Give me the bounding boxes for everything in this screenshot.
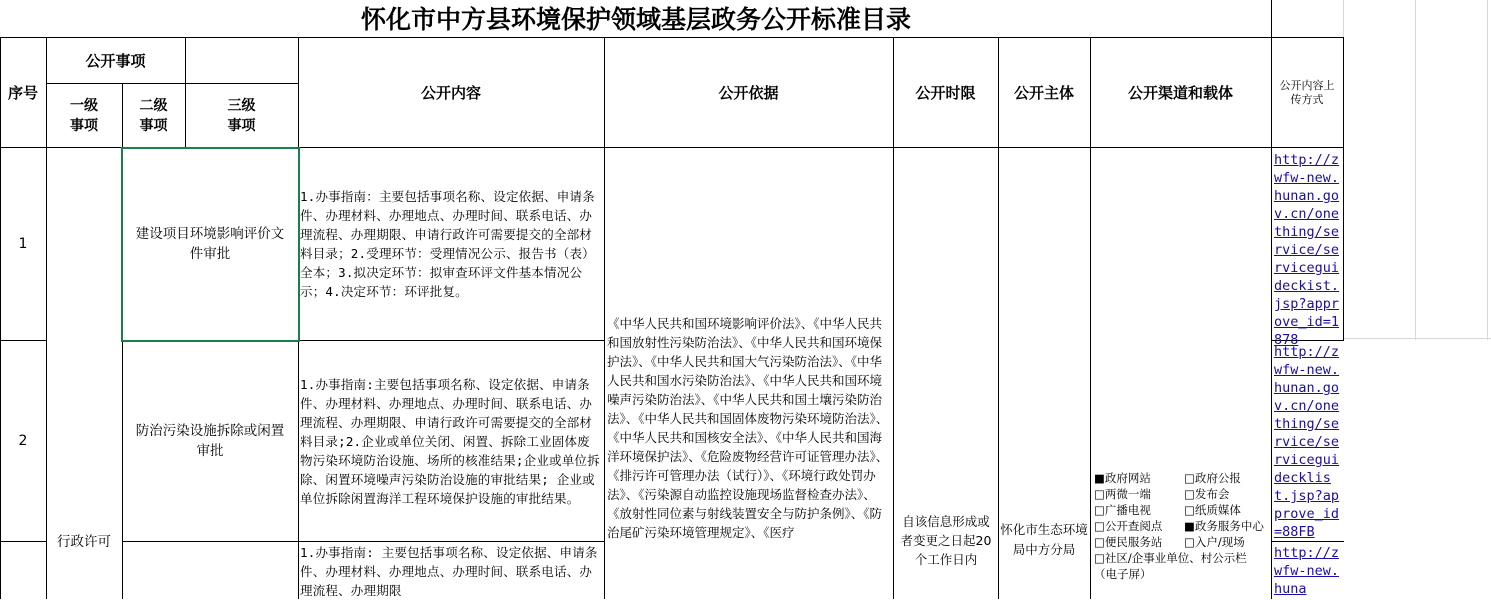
header-level3: 三级 事项 <box>227 97 256 134</box>
channel-row: □两微一端 □发布会 <box>1094 487 1230 501</box>
row-2-item[interactable]: 防治污染设施拆除或闲置审批 <box>135 423 285 459</box>
header-subject: 公开主体 <box>1013 84 1074 102</box>
header-basis: 公开依据 <box>718 84 779 102</box>
header-public-items: 公开事项 <box>85 52 146 70</box>
header-level1: 一级 事项 <box>70 97 98 134</box>
row-3-upload-link[interactable]: http://zwfw-new.huna <box>1274 545 1340 597</box>
header-time-limit: 公开时限 <box>915 84 976 102</box>
row-2-upload-link[interactable]: http://zwfw-new.hunan.gov.cn/onething/service/serviceguidecklist.jsp?approve_id=88FB <box>1274 344 1340 540</box>
time-limit-cell[interactable]: 自该信息形成或者变更之日起20个工作日内 <box>900 513 992 567</box>
row-1-content[interactable]: 1.办事指南：主要包括事项名称、设定依据、申请条件、办理材料、办理地点、办理时间、联系电话、办理流程、办理期限、申请行政许可需要提交的全部材料目录；2.受理环节：受理情况公示、报告书（表）全本；3.拟决定环节：拟审查环评文件基本情况公示；4.决定环节：环评批复。 <box>300 189 595 299</box>
row-2-seq: 2 <box>18 433 28 449</box>
level1-cell[interactable]: 行政许可 <box>57 534 111 550</box>
basis-cell[interactable]: 《中华人民共和国环境影响评价法》、《中华人民共和国放射性污染防治法》、《中华人民共和国环境保护法》、《中华人民共和国大气污染防治法》、《中华人民共和国水污染防治法》、《中华人民共和国环境噪声污染防治法》、《中华人民共和国土壤污染防治法》、《中华人民共和国固体废物污染环境防治法》、《中华人民共和国核安全法》、《中华人民共和国海洋环境保护法》、《危险废物经营许可证管理办法》、《排污许可管理办法（试行）》、《环境行政处罚办法》、《污染源自动监控设施现场监督检查办法》、《放射性同位素与射线装置安全与防护条例》、《防治尾矿污染环境管理规定》、《医疗 <box>607 316 889 540</box>
subject-cell[interactable]: 怀化市生态环境局中方分局 <box>1000 522 1088 557</box>
header-content: 公开内容 <box>420 84 481 102</box>
row-1-item[interactable]: 建设项目环境影响评价文件审批 <box>135 226 285 262</box>
row-1-seq: 1 <box>18 236 28 252</box>
sheet-title: 怀化市中方县环境保护领域基层政务公开标准目录 <box>360 5 911 34</box>
header-level2: 二级 事项 <box>139 97 168 134</box>
channels-cell[interactable] <box>1094 470 1269 582</box>
row-2-content[interactable]: 1.办事指南:主要包括事项名称、设定依据、申请条件、办理材料、办理地点、办理时间、联系电话、办理流程、办理期限、申请行政许可需要提交的全部材料目录;2.企业或单位关闭、闲置、拆除工业固体废物污染环境防治设施、场所的核准结果;企业或单位拆除、闲置环境噪声污染防治设施的审批结果; 企业或单位拆除闲置海洋工程环境保护设施的审批结果。 <box>300 376 600 506</box>
header-upload: 公开内容上 传方式 <box>1279 78 1335 106</box>
channel-row: □社区/企事业单位、村公示栏（电子屏） <box>1094 551 1247 581</box>
row-3-content[interactable]: 1.办事指南: 主要包括事项名称、设定依据、申请条件、办理材料、办理地点、办理时间、联系电话、办理流程、办理期限 <box>300 545 598 598</box>
header-seq: 序号 <box>7 84 38 102</box>
header-channel: 公开渠道和载体 <box>1127 84 1233 102</box>
channel-row: □公开查阅点 ■政务服务中心 <box>1094 519 1264 533</box>
channel-row: □便民服务站 □入户/现场 <box>1094 535 1245 549</box>
row-1-upload-link[interactable]: http://zwfw-new.hunan.gov.cn/onething/service/serviceguideckist.jsp?approve_id=1878 <box>1274 152 1340 348</box>
selected-cell-outline <box>121 147 300 342</box>
channel-row: ■政府网站 □政府公报 <box>1094 471 1241 485</box>
channel-row: □广播电视 □纸质媒体 <box>1094 503 1241 517</box>
